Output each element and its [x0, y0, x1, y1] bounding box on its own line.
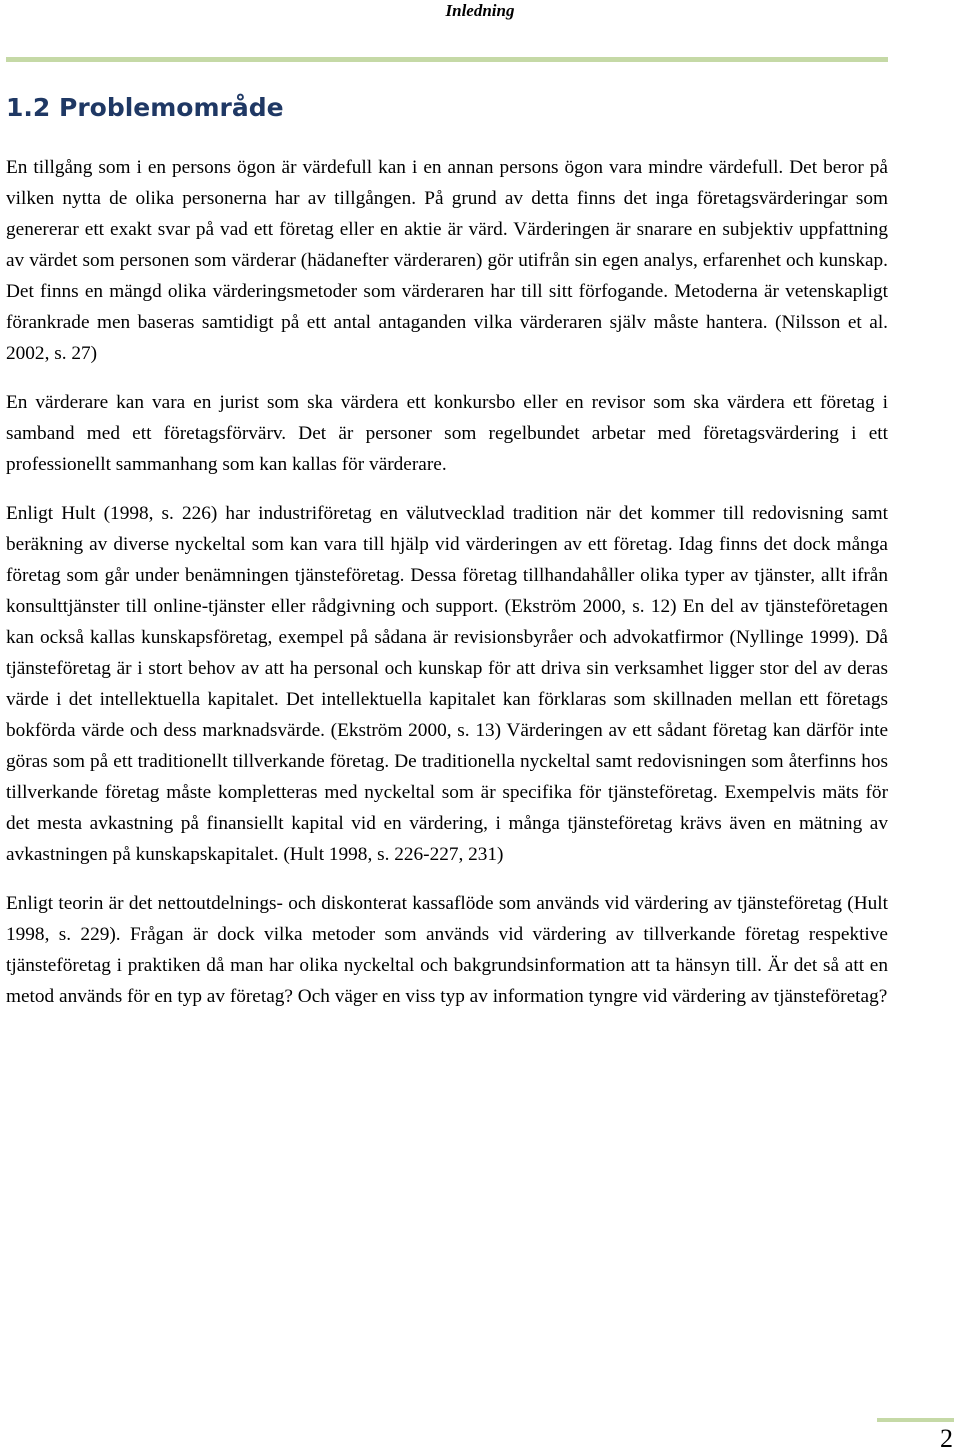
- body-text: [6, 152, 888, 1030]
- page-number: 2: [940, 1424, 953, 1453]
- section-heading: 1.2 Problemområde: [6, 93, 284, 122]
- running-header: Inledning: [445, 1, 515, 20]
- paragraph: En värderare kan vara en jurist som ska värdera ett konkursbo eller en revisor som ska värdera ett företag i samband med ett företagsförvärv. Det är personer som regelbundet arbetar med företagsvärdering i ett professionellt sammanhang som kan kallas för värderare.: [6, 392, 888, 475]
- paragraph: En tillgång som i en persons ögon är värdefull kan i en annan persons ögon vara mindre värdefull. Det beror på vilken nytta de olika personerna har av tillgången. På grund av detta finns det inga företagsvärderingar som genererar ett exakt svar på vad ett företag eller en aktie är värd. Värderingen är snarare en subjektiv uppfattning av värdet som personen som värderar (hädanefter värderaren) gör utifrån sin egen analys, erfarenhet och kunskap. Det finns en mängd olika värderingsmetoder som värderaren har till sitt förfogande. Metoderna är vetenskapligt förankrade men baseras samtidigt på ett antal antaganden vilka värderaren själv måste hantera. (Nilsson et al. 2002, s. 27): [6, 157, 888, 364]
- paragraph: Enligt teorin är det nettoutdelnings- och diskonterat kassaflöde som används vid värdering av tjänsteföretag (Hult 1998, s. 229). Frågan är dock vilka metoder som används vid värdering av tillverkande företag respektive tjänsteföretag i praktiken då man har olika nyckeltal och bakgrundsinformation att ta hänsyn till. Är det så att en metod används för en typ av företag? Och väger en viss typ av information tyngre vid värdering av tjänsteföretag?: [6, 893, 888, 1007]
- header-rule: [6, 57, 888, 62]
- paragraph: Enligt Hult (1998, s. 226) har industriföretag en välutvecklad tradition när det kommer till redovisning samt beräkning av diverse nyckeltal som kan vara till hjälp vid värderingen av ett företag. Idag finns det dock många företag som går under benämningen tjänsteföretag. Dessa företag tillhandahåller olika typer av tjänster, allt ifrån konsulttjänster till online-tjänster eller rådgivning och support. (Ekström 2000, s. 12) En del av tjänsteföretagen kan också kallas kunskapsföretag, exempel på sådana är revisionsbyråer och advokatfirmor (Nyllinge 1999). Då tjänsteföretag är i stort behov av att ha personal och kunskap för att driva sin verksamhet ligger stor del av deras värde i det intellektuella kapitalet. Det intellektuella kapitalet kan förklaras som skillnaden mellan ett företags bokförda värde och dess marknadsvärde. (Ekström 2000, s. 13) Värderingen av ett sådant företag kan därför inte göras som på ett traditionellt tillverkande företag. De traditionella nyckeltal samt redovisningen som återfinns hos tillverkande företag måste kompletteras med nyckeltal som är specifika för tjänsteföretag. Exempelvis mäts för det mesta avkastning på finansiellt kapital vid en värdering, i många tjänsteföretag krävs även en mätning av avkastningen på kunskapskapitalet. (Hult 1998, s. 226-227, 231): [6, 503, 888, 865]
- footer-rule: [877, 1418, 954, 1422]
